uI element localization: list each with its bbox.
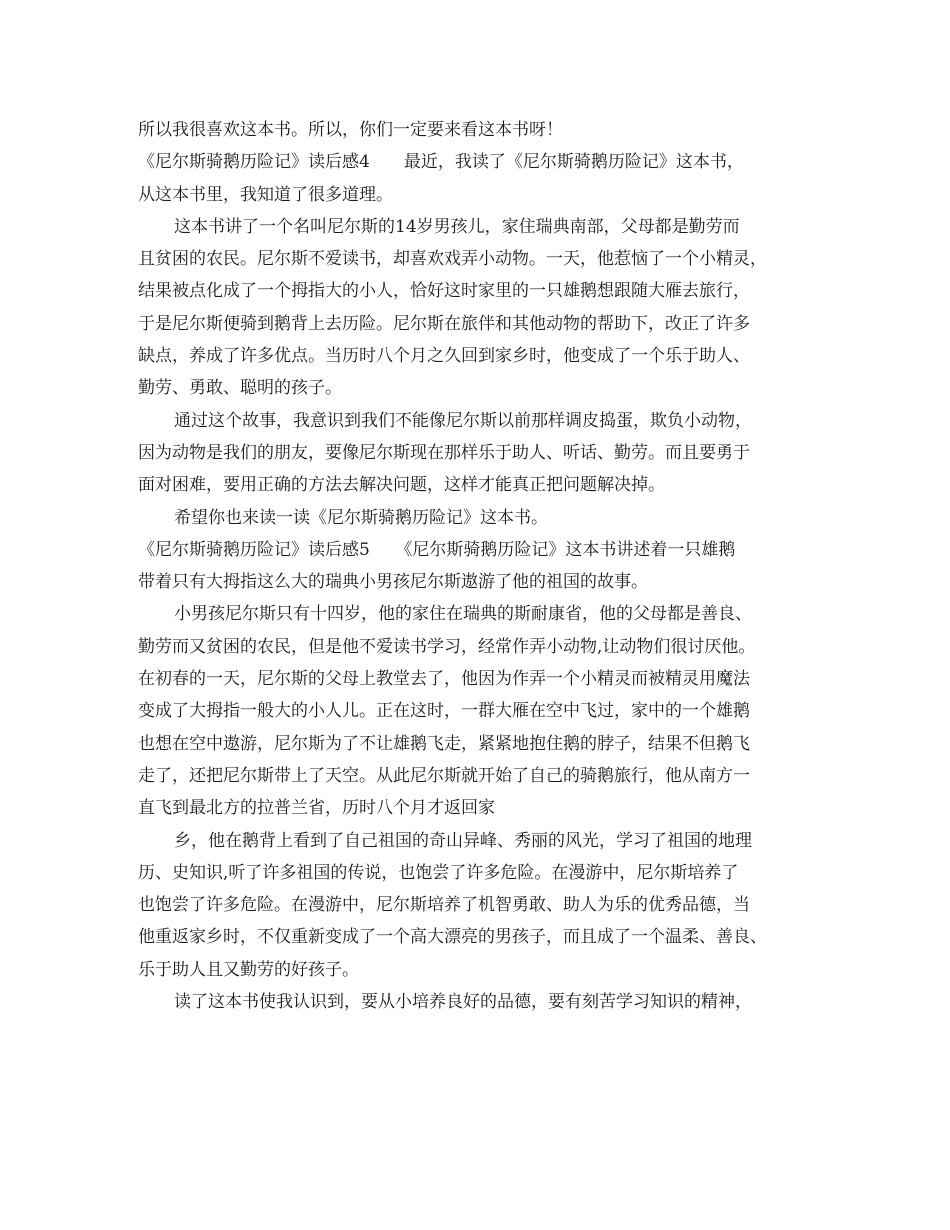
text-line: 勤劳而又贫困的农民，但是他不爱读书学习，经常作弄小动物,让动物们很讨厌他。 <box>138 636 756 657</box>
text-line: 变成了大拇指一般大的小人儿。正在这时，一群大雁在空中飞过，家中的一个雄鹅 <box>138 701 750 722</box>
document-body <box>138 114 818 1018</box>
text-line: 小男孩尼尔斯只有十四岁，他的家住在瑞典的斯耐康省，他的父母都是善良、 <box>174 604 752 625</box>
text-line: 勤劳、勇敢、聪明的孩子。 <box>138 378 342 399</box>
text-line: 直飞到最北方的拉普兰省，历时八个月才返回家 <box>138 798 495 819</box>
text-line: 结果被点化成了一个拇指大的小人，恰好这时家里的一只雄鹅想跟随大雁去旅行， <box>138 281 750 302</box>
text-line: 在初春的一天，尼尔斯的父母上教堂去了，他因为作弄一个小精灵而被精灵用魔法 <box>138 669 750 690</box>
text-line: 读了这本书使我认识到，要从小培养良好的品德，要有刻苦学习知识的精神， <box>174 992 752 1013</box>
text-line: 乐于助人且又勤劳的好孩子。 <box>138 959 359 980</box>
text-line: 《尼尔斯骑鹅历险记》读后感5 《尼尔斯骑鹅历险记》这本书讲述着一只雄鹅 <box>138 539 736 560</box>
text-line: 也想在空中遨游，尼尔斯为了不让雄鹅飞走，紧紧地抱住鹅的脖子，结果不但鹅飞 <box>138 733 750 754</box>
text-line: 希望你也来读一读《尼尔斯骑鹅历险记》这本书。 <box>174 507 548 528</box>
text-line: 从这本书里，我知道了很多道理。 <box>138 184 393 205</box>
text-line: 因为动物是我们的朋友，要像尼尔斯现在那样乐于助人、听话、勤劳。而且要勇于 <box>138 442 750 463</box>
text-line: 《尼尔斯骑鹅历险记》读后感4 最近，我读了《尼尔斯骑鹅历险记》这本书， <box>138 152 744 173</box>
text-line: 带着只有大拇指这么大的瑞典小男孩尼尔斯遨游了他的祖国的故事。 <box>138 572 648 593</box>
text-line: 于是尼尔斯便骑到鹅背上去历险。尼尔斯在旅伴和其他动物的帮助下，改正了许多 <box>138 313 750 334</box>
text-line: 他重返家乡时，不仅重新变成了一个高大漂亮的男孩子，而且成了一个温柔、善良、 <box>138 927 767 948</box>
text-line: 面对困难，要用正确的方法去解决问题，这样才能真正把问题解决掉。 <box>138 475 665 496</box>
text-line: 乡，他在鹅背上看到了自己祖国的奇山异峰、秀丽的风光，学习了祖国的地理 <box>174 830 752 851</box>
text-line: 也饱尝了许多危险。在漫游中，尼尔斯培养了机智勇敢、助人为乐的优秀品德，当 <box>138 895 750 916</box>
text-line: 缺点，养成了许多优点。当历时八个月之久回到家乡时，他变成了一个乐于助人、 <box>138 346 750 367</box>
text-line: 走了，还把尼尔斯带上了天空。从此尼尔斯就开始了自己的骑鹅旅行，他从南方一 <box>138 765 750 786</box>
text-line: 历、史知识,听了许多祖国的传说，也饱尝了许多危险。在漫游中，尼尔斯培养了 <box>138 862 739 883</box>
text-line: 这本书讲了一个名叫尼尔斯的14岁男孩儿，家住瑞典南部，父母都是勤劳而 <box>174 216 740 237</box>
text-line: 且贫困的农民。尼尔斯不爱读书，却喜欢戏弄小动物。一天，他惹恼了一个小精灵， <box>138 249 767 270</box>
text-line: 所以我很喜欢这本书。所以，你们一定要来看这本书呀！ <box>138 120 563 140</box>
text-line: 通过这个故事，我意识到我们不能像尼尔斯以前那样调皮捣蛋，欺负小动物， <box>174 410 752 431</box>
